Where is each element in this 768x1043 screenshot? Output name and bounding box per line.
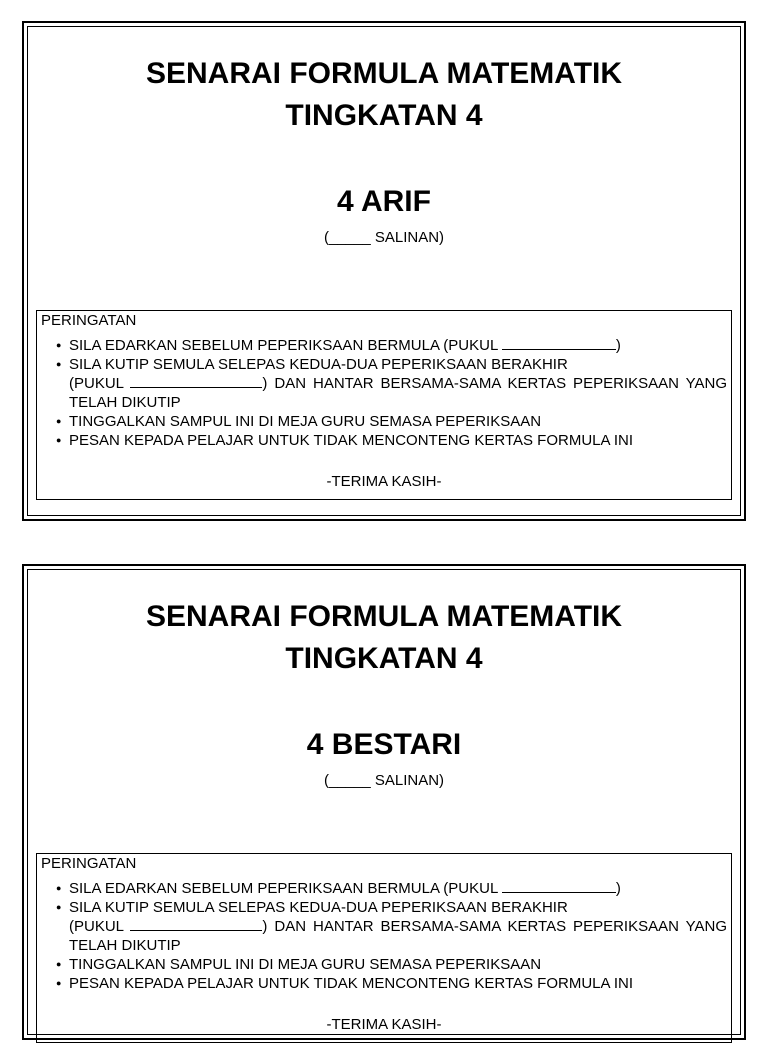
card-title-line-1: SENARAI FORMULA MATEMATIK	[145, 600, 623, 633]
warning-item-no-scribble: ● PESAN KEPADA PELAJAR UNTUK TIDAK MENCONTENG KERTAS FORMULA INI	[41, 431, 727, 450]
copies-count: (_____ SALINAN)	[323, 229, 445, 246]
warning-heading: PERINGATAN	[41, 855, 137, 872]
warning-item-distribute-text: SILA EDARKAN SEBELUM PEPERIKSAAN BERMULA (PUKUL	[69, 880, 502, 897]
warning-item-no-scribble: ● PESAN KEPADA PELAJAR UNTUK TIDAK MENCONTENG KERTAS FORMULA INI	[41, 974, 727, 993]
closing-thanks: -TERIMA KASIH-	[326, 1016, 442, 1033]
warning-list	[41, 336, 727, 450]
time-blank	[130, 374, 262, 388]
warning-heading: PERINGATAN	[41, 312, 137, 329]
warning-item-collect-rest: ) DAN HANTAR BERSAMA-SAMA KERTAS PEPERIKSAAN YANG TELAH DIKUTIP	[69, 918, 728, 954]
warning-item-distribute-text: SILA EDARKAN SEBELUM PEPERIKSAAN BERMULA (PUKUL	[69, 337, 502, 354]
cover-card-4-arif	[22, 21, 746, 521]
warning-item-envelope: ● TINGGALKAN SAMPUL INI DI MEJA GURU SEMASA PEPERIKSAAN	[41, 412, 727, 431]
class-name: 4 BESTARI	[306, 728, 462, 761]
warning-item-collect	[41, 898, 727, 955]
time-blank	[502, 879, 616, 893]
warning-item-distribute-close: )	[615, 880, 621, 897]
card-title-line-2: TINGKATAN 4	[285, 642, 483, 675]
class-name: 4 ARIF	[337, 185, 431, 218]
warning-item-collect-time-label: (PUKUL	[69, 375, 131, 392]
cover-card-4-bestari	[22, 564, 746, 1040]
warning-item-collect	[41, 355, 727, 412]
warning-item-collect-line-1: SILA KUTIP SEMULA SELEPAS KEDUA-DUA PEPERIKSAAN BERAKHIR	[69, 899, 568, 916]
warning-list	[41, 879, 727, 993]
copies-count: (_____ SALINAN)	[323, 772, 445, 789]
cover-card-inner-frame	[27, 26, 741, 516]
warning-item-collect-rest: ) DAN HANTAR BERSAMA-SAMA KERTAS PEPERIKSAAN YANG TELAH DIKUTIP	[69, 375, 728, 411]
time-blank	[130, 917, 262, 931]
warning-item-distribute	[41, 336, 727, 355]
warning-item-collect-line-1: SILA KUTIP SEMULA SELEPAS KEDUA-DUA PEPERIKSAAN BERAKHIR	[69, 356, 568, 373]
time-blank	[502, 336, 616, 350]
warning-item-envelope: ● TINGGALKAN SAMPUL INI DI MEJA GURU SEMASA PEPERIKSAAN	[41, 955, 727, 974]
warning-box	[36, 310, 732, 500]
card-title-line-2: TINGKATAN 4	[285, 99, 483, 132]
card-title-line-1: SENARAI FORMULA MATEMATIK	[145, 57, 623, 90]
warning-item-distribute-close: )	[615, 337, 621, 354]
warning-item-distribute	[41, 879, 727, 898]
cover-card-inner-frame	[27, 569, 741, 1035]
warning-box	[36, 853, 732, 1043]
warning-item-collect-time-label: (PUKUL	[69, 918, 131, 935]
closing-thanks: -TERIMA KASIH-	[326, 473, 442, 490]
